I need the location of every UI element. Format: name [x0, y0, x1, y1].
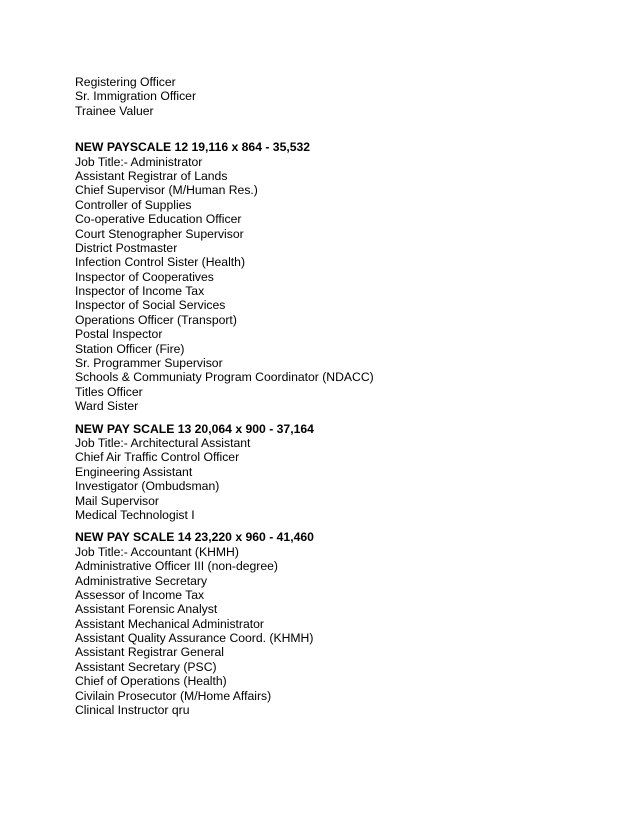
job-title-line: Mail Supervisor — [75, 493, 159, 508]
pay-scale-12-heading: NEW PAYSCALE 12 19,116 x 864 - 35,532 — [75, 140, 311, 155]
job-title-line: Assistant Mechanical Administrator — [75, 616, 264, 631]
job-title-line: Chief of Operations (Health) — [75, 674, 227, 689]
pay-scale-14-section — [75, 530, 615, 717]
job-title-line: Controller of Supplies — [75, 197, 192, 212]
intro-list — [75, 75, 615, 118]
pay-scale-13-heading: NEW PAY SCALE 13 20,064 x 900 - 37,164 — [75, 421, 314, 436]
job-title-line: Assistant Forensic Analyst — [75, 602, 218, 617]
intro-line: Registering Officer — [75, 75, 176, 89]
job-title-line: Ward Sister — [75, 399, 139, 414]
job-title-line: Job Title:- Administrator — [75, 154, 203, 169]
job-title-line: Inspector of Social Services — [75, 298, 226, 313]
intro-line: Trainee Valuer — [75, 103, 154, 118]
job-title-line: Administrative Secretary — [75, 573, 208, 588]
job-title-line: Medical Technologist I — [75, 507, 195, 522]
job-title-line: Chief Supervisor (M/Human Res.) — [75, 183, 258, 198]
document-page — [75, 75, 615, 717]
job-title-line: Assistant Quality Assurance Coord. (KHMH) — [75, 631, 314, 646]
job-title-line: Civilain Prosecutor (M/Home Affairs) — [75, 688, 272, 703]
job-title-line: Inspector of Income Tax — [75, 284, 205, 299]
pay-scale-14-heading: NEW PAY SCALE 14 23,220 x 960 - 41,460 — [75, 530, 314, 545]
job-title-line: Co-operative Education Officer — [75, 212, 242, 227]
job-title-line: Job Title:- Architectural Assistant — [75, 435, 251, 450]
job-title-line: Operations Officer (Transport) — [75, 312, 237, 327]
job-title-line: Assistant Registrar General — [75, 645, 225, 660]
pay-scale-13-section — [75, 422, 615, 523]
job-title-line: Assistant Secretary (PSC) — [75, 659, 217, 674]
job-title-line: Engineering Assistant — [75, 464, 193, 479]
job-title-line: Clinical Instructor qru — [75, 703, 190, 718]
intro-line: Sr. Immigration Officer — [75, 89, 197, 104]
job-title-line: District Postmaster — [75, 240, 178, 255]
job-title-line: Court Stenographer Supervisor — [75, 226, 244, 241]
job-title-line: Sr. Programmer Supervisor — [75, 356, 223, 371]
job-title-line: Chief Air Traffic Control Officer — [75, 450, 240, 465]
job-title-line: Postal Inspector — [75, 327, 163, 342]
job-title-line: Investigator (Ombudsman) — [75, 479, 220, 494]
job-title-line: Titles Officer — [75, 384, 143, 399]
job-title-line: Assessor of Income Tax — [75, 587, 205, 602]
job-title-line: Job Title:- Accountant (KHMH) — [75, 544, 239, 559]
job-title-line: Inspector of Cooperatives — [75, 269, 214, 284]
job-title-line: Assistant Registrar of Lands — [75, 168, 228, 183]
pay-scale-12-section — [75, 140, 615, 413]
job-title-line: Station Officer (Fire) — [75, 341, 185, 356]
job-title-line: Infection Control Sister (Health) — [75, 255, 246, 270]
job-title-line: Administrative Officer III (non-degree) — [75, 559, 278, 574]
job-title-line: Schools & Communiaty Program Coordinator (NDACC) — [75, 370, 374, 385]
